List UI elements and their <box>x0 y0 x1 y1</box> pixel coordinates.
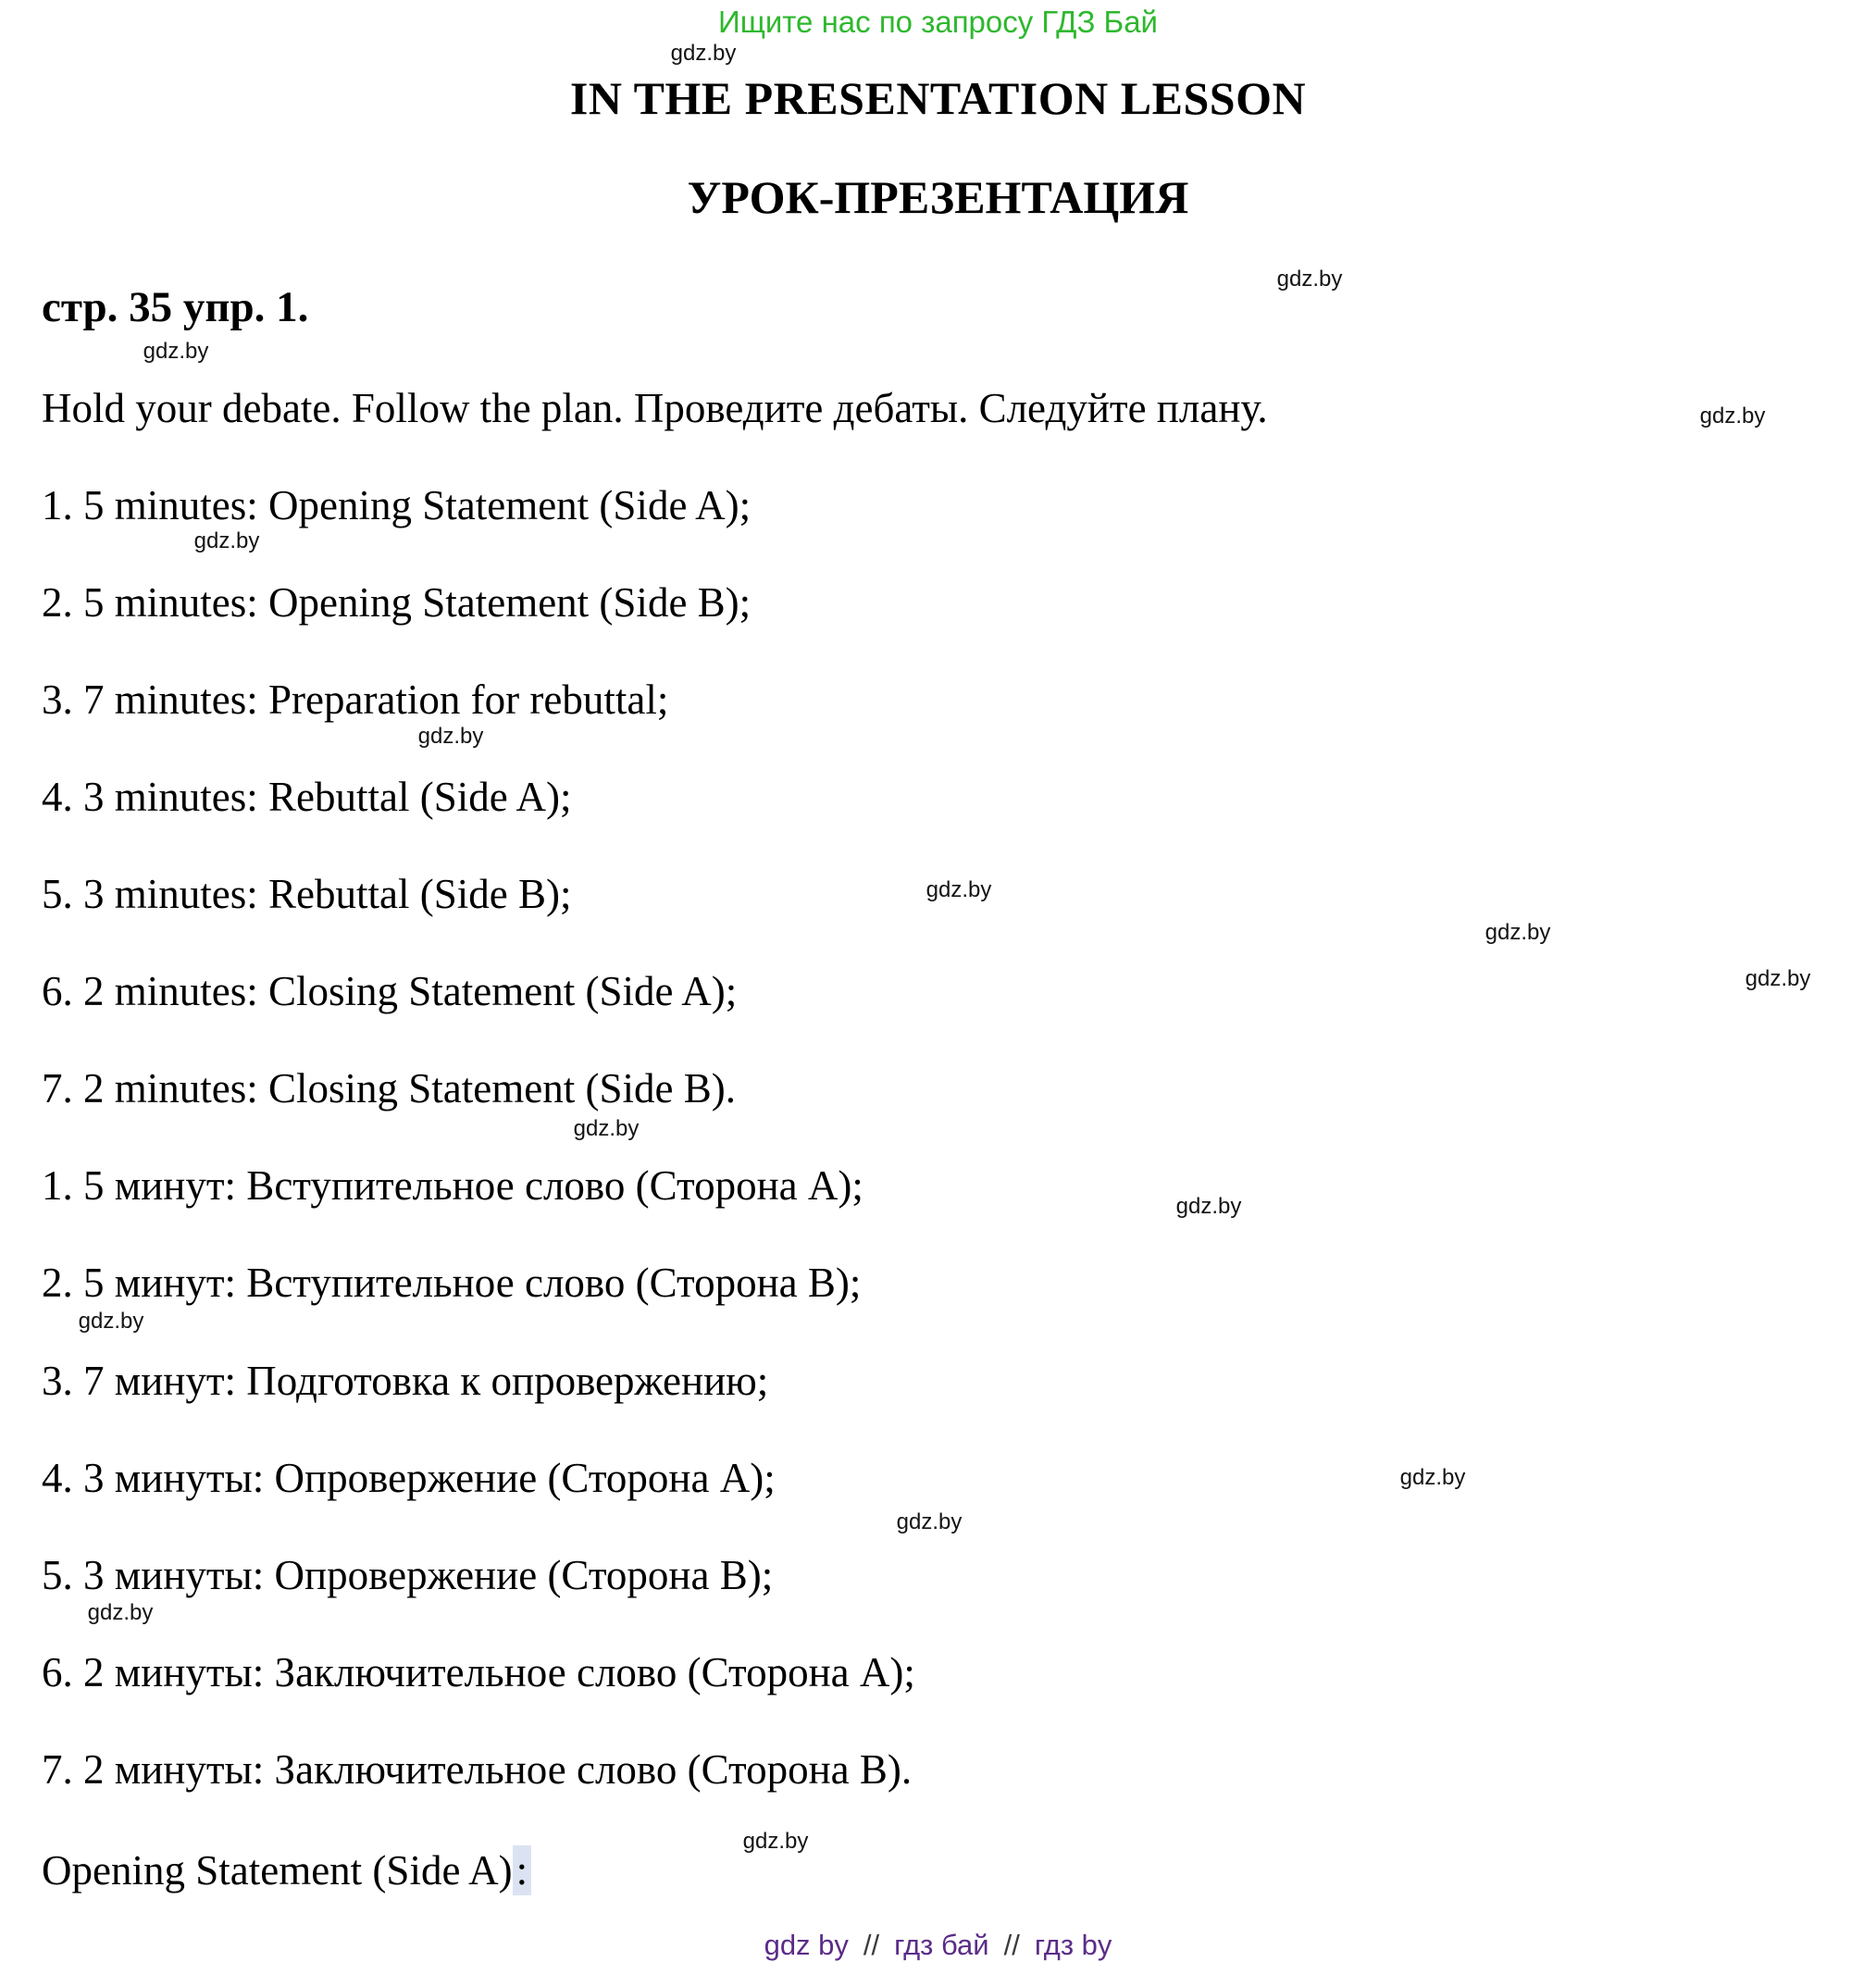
gdz-watermark: gdz.by <box>1699 404 1766 428</box>
gdz-watermark: gdz.by <box>1485 920 1551 945</box>
exercise-label: стр. 35 упр. 1. <box>42 282 309 331</box>
plan-item-en: 2. 5 minutes: Opening Statement (Side B); <box>42 578 752 626</box>
gdz-watermark: gdz.by <box>417 724 484 749</box>
answer-heading-text: Opening Statement (Side A) <box>42 1847 513 1894</box>
footer-site-name: gdz by <box>764 1929 849 1962</box>
gdz-watermark: gdz.by <box>78 1309 144 1334</box>
plan-item-en: 6. 2 minutes: Closing Statement (Side A); <box>42 968 738 1015</box>
gdz-watermark: gdz.by <box>87 1600 154 1625</box>
plan-item-en: 3. 7 minutes: Preparation for rebuttal; <box>42 676 669 723</box>
footer-site-name: гдз бай <box>894 1929 989 1962</box>
gdz-watermark: gdz.by <box>742 1829 809 1854</box>
plan-item-en: 4. 3 minutes: Rebuttal (Side A); <box>42 774 572 821</box>
plan-item-ru: 2. 5 минут: Вступительное слово (Сторона B); <box>42 1260 862 1307</box>
plan-item-en: 7. 2 minutes: Closing Statement (Side B). <box>42 1065 736 1112</box>
gdz-watermark: gdz.by <box>573 1116 640 1141</box>
answer-heading <box>42 1846 1834 1895</box>
gdz-watermark: gdz.by <box>670 41 737 66</box>
gdz-watermark: gdz.by <box>1399 1465 1466 1490</box>
plan-item-ru: 3. 7 минут: Подготовка к опровержению; <box>42 1357 769 1404</box>
gdz-watermark: gdz.by <box>1745 966 1811 991</box>
page-subtitle: УРОК-ПРЕЗЕНТАЦИЯ <box>687 171 1189 224</box>
page-title: IN THE PRESENTATION LESSON <box>569 71 1307 124</box>
promo-banner: Ищите нас по запросу ГДЗ Бай <box>718 5 1158 39</box>
highlighted-colon: : <box>513 1845 532 1895</box>
gdz-watermark: gdz.by <box>193 528 260 553</box>
gdz-watermark: gdz.by <box>926 877 992 902</box>
gdz-watermark: gdz.by <box>143 339 209 364</box>
plan-item-ru: 7. 2 минуты: Заключительное слово (Сторона B). <box>42 1745 913 1793</box>
plan-item-ru: 1. 5 минут: Вступительное слово (Сторона A); <box>42 1162 863 1210</box>
plan-item-en: 1. 5 minutes: Opening Statement (Side A); <box>42 481 752 528</box>
footer-site-name: гдз by <box>1034 1929 1112 1962</box>
plan-item-ru: 5. 3 минуты: Опровержение (Сторона B); <box>42 1551 774 1598</box>
footer-separator: // <box>1003 1929 1020 1962</box>
footer-separator: // <box>863 1929 880 1962</box>
plan-item-en: 5. 3 minutes: Rebuttal (Side B); <box>42 871 572 918</box>
gdz-watermark: gdz.by <box>896 1509 963 1534</box>
gdz-watermark: gdz.by <box>1276 267 1343 292</box>
plan-item-ru: 6. 2 минуты: Заключительное слово (Сторона A); <box>42 1648 915 1695</box>
plan-item-ru: 4. 3 минуты: Опровержение (Сторона A); <box>42 1454 776 1501</box>
site-footer <box>42 1929 1834 1962</box>
gdz-watermark: gdz.by <box>1175 1194 1242 1219</box>
task-text: Hold your debate. Follow the plan. Проведите дебаты. Следуйте плану. <box>42 384 1268 431</box>
